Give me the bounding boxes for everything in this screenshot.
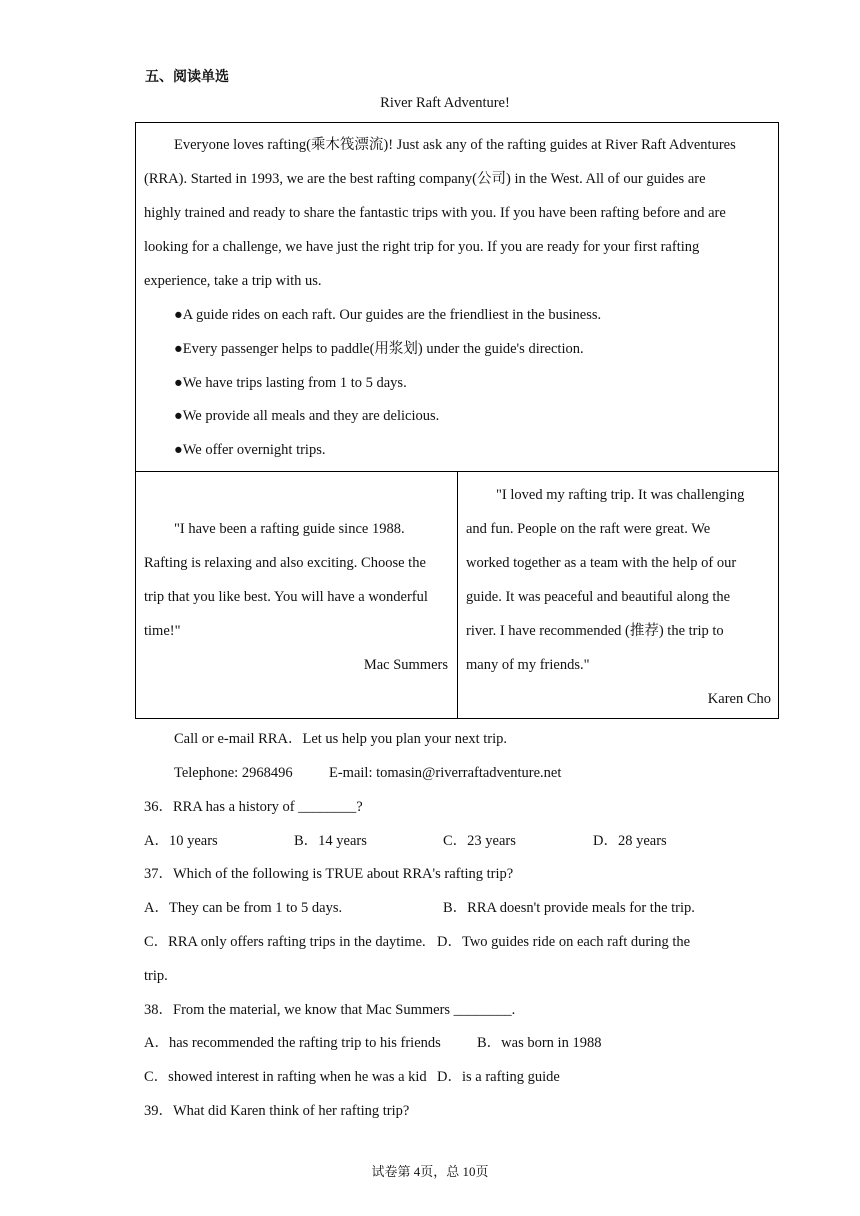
bullet-item: ●Every passenger helps to paddle(用浆划) under the guide's direction. [174,341,584,357]
contact-email: E-mail: tomasin@riverraftadventure.net [329,765,562,781]
testimonial-left-line: time!" [144,623,181,639]
bullet-item: ●We offer overnight trips. [174,442,326,458]
question-37-option-d-cont: trip. [144,968,168,984]
question-36-option-d: D．28 years [593,833,667,849]
question-36-option-c: C．23 years [443,833,516,849]
passage-title: River Raft Adventure! [380,95,510,111]
question-38-option-a: A．has recommended the rafting trip to his friends [144,1035,441,1051]
testimonial-left-line: "I have been a rafting guide since 1988. [174,521,405,537]
testimonial-right-line: many of my friends." [466,657,590,673]
testimonial-left-line: Rafting is relaxing and also exciting. Choose the [144,555,426,571]
question-36-stem: 36．RRA has a history of ________? [144,799,363,815]
intro-line: experience, take a trip with us. [144,273,322,289]
bullet-item: ●We provide all meals and they are delicious. [174,408,440,424]
intro-line: (RRA). Started in 1993, we are the best rafting company(公司) in the West. All of our guides are [144,171,706,187]
table-divider-vertical [457,471,458,719]
page-footer: 试卷第 4页，总 10页 [371,1164,489,1179]
question-37-option-c: C．RRA only offers rafting trips in the daytime. [144,934,426,950]
question-36-option-a: A．10 years [144,833,218,849]
intro-line: Everyone loves rafting(乘木筏漂流)! Just ask any of the rafting guides at River Raft Adventures [174,137,736,153]
testimonial-right-line: worked together as a team with the help of our [466,555,737,571]
intro-line: highly trained and ready to share the fantastic trips with you. If you have been rafting before and are [144,205,726,221]
question-37-stem: 37．Which of the following is TRUE about RRA's rafting trip? [144,866,514,882]
contact-line: Call or e-mail RRA．Let us help you plan your next trip. [174,731,508,747]
question-38-option-d: D．is a rafting guide [437,1069,560,1085]
testimonial-right-line: guide. It was peaceful and beautiful along the [466,589,731,605]
testimonial-left-line: trip that you like best. You will have a wonderful [144,589,428,605]
contact-telephone: Telephone: 2968496 [174,765,293,781]
question-38-option-c: C．showed interest in rafting when he was a kid [144,1069,427,1085]
question-38-option-b: B．was born in 1988 [477,1035,602,1051]
testimonial-right-author: Karen Cho [707,691,771,707]
testimonial-right-line: "I loved my rafting trip. It was challenging [496,487,745,503]
bullet-item: ●We have trips lasting from 1 to 5 days. [174,375,407,391]
question-36-option-b: B．14 years [294,833,367,849]
testimonial-left-author: Mac Summers [363,657,448,673]
testimonial-right-line: and fun. People on the raft were great. We [466,521,711,537]
question-37-option-d: D．Two guides ride on each raft during the [437,934,691,950]
section-title: 五、阅读单选 [145,69,229,85]
bullet-item: ●A guide rides on each raft. Our guides are the friendliest in the business. [174,307,602,323]
intro-line: looking for a challenge, we have just the right trip for you. If you are ready for your first rafting [144,239,700,255]
question-38-stem: 38．From the material, we know that Mac Summers ________. [144,1002,516,1018]
question-37-option-a: A．They can be from 1 to 5 days. [144,900,343,916]
question-37-option-b: B．RRA doesn't provide meals for the trip. [443,900,695,916]
question-39-stem: 39．What did Karen think of her rafting trip? [144,1103,410,1119]
testimonial-right-line: river. I have recommended (推荐) the trip to [466,623,724,639]
